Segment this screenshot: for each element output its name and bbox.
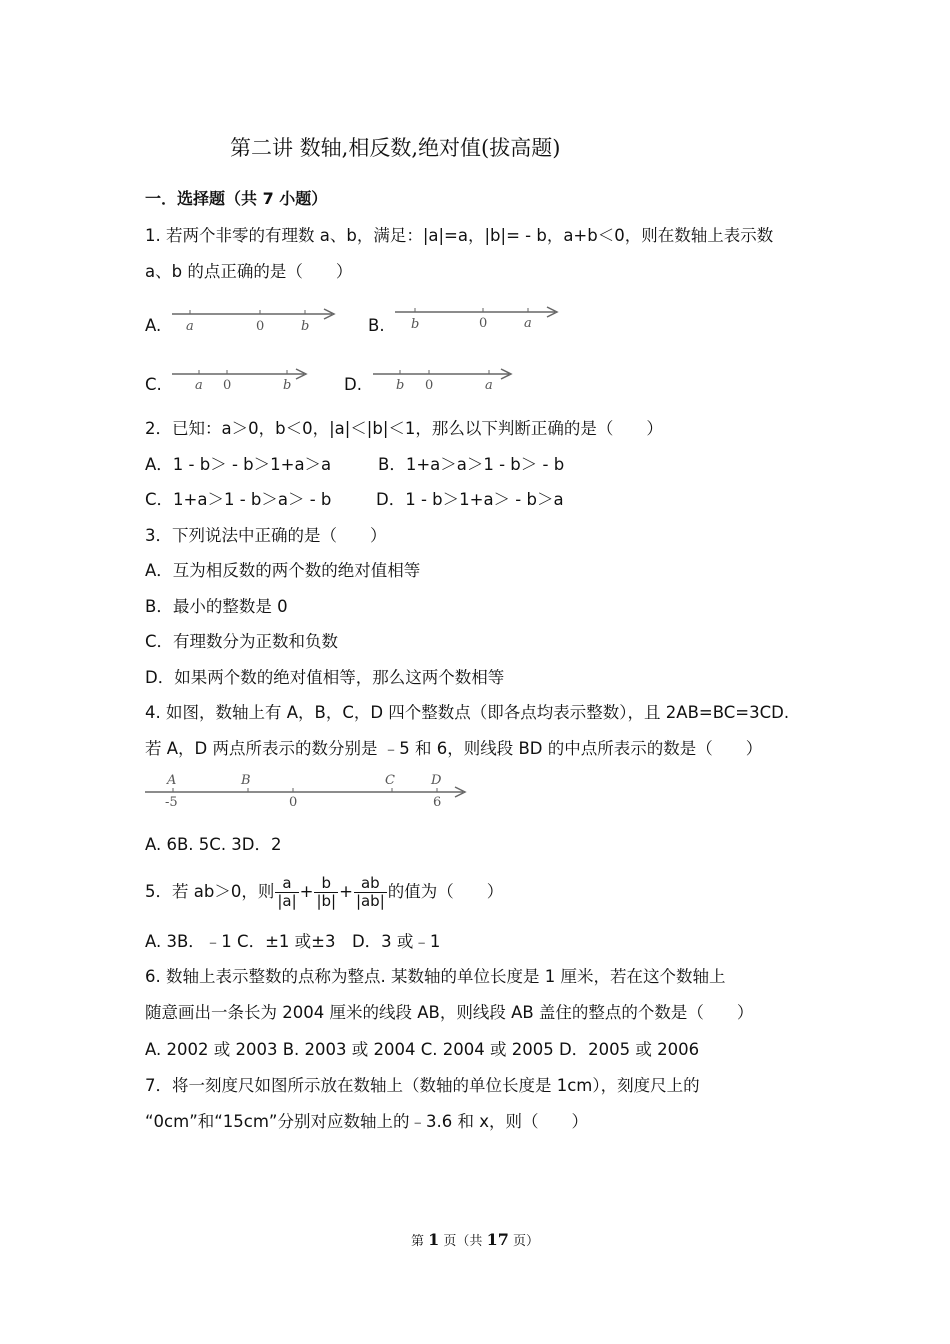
q3-option-b[interactable]: B．最小的整数是 0 [145,597,288,616]
q1a-tick-0: 0 [256,319,265,334]
q3-stem: 3．下列说法中正确的是（ ） [145,526,387,545]
footer-page-number: 1 [428,1230,440,1249]
q3-option-d[interactable]: D．如果两个数的绝对值相等，那么这两个数相等 [145,668,505,687]
q5-stem-prefix: 5．若 ab＞0，则 [145,882,275,901]
q1b-tick-0: 0 [479,316,488,331]
q1-stem-line2: a、b 的点正确的是（ ） [145,262,353,281]
q1d-tick-b: b [396,378,405,393]
q4-number-line [145,770,475,810]
q5-plus-2: + [339,882,353,901]
q4-point-a: A [167,773,177,788]
q6-options[interactable]: A. 2002 或 2003 B. 2003 或 2004 C. 2004 或 2005 D．2005 或 2006 [145,1040,700,1059]
q2-stem: 2．已知：a＞0，b＜0，|a|＜|b|＜1，那么以下判断正确的是（ ） [145,419,663,438]
q3-option-c[interactable]: C．有理数分为正数和负数 [145,632,339,651]
footer-total-pages: 17 [486,1230,509,1249]
q5-frac3-num: ab [354,875,387,893]
q4-number-6: 6 [433,795,442,810]
q5-options[interactable]: A. 3B．﹣1 C．±1 或±3 D．3 或﹣1 [145,932,441,951]
q5-fraction-a [275,875,298,910]
q3-option-a[interactable]: A．互为相反数的两个数的绝对值相等 [145,561,421,580]
q5-frac3-den: |ab| [355,892,385,910]
q1-option-a-number-line [172,305,342,335]
q6-stem-line1: 6. 数轴上表示整数的点称为整点. 某数轴的单位长度是 1 厘米，若在这个数轴上 [145,967,726,986]
q2-option-a[interactable]: A．1 - b＞ - b＞1+a＞a [145,455,332,474]
q5-plus-1: + [299,882,314,901]
q5-fraction-b [314,875,338,910]
q1c-tick-b: b [283,378,292,393]
q6-stem-line2: 随意画出一条长为 2004 厘米的线段 AB，则线段 AB 盖住的整点的个数是（ ） [145,1003,754,1022]
q1-option-a-label[interactable]: A. [145,316,162,335]
q4-number-neg5: -5 [165,795,178,810]
q5-stem-suffix: 的值为（ ） [387,882,504,901]
q1c-tick-0: 0 [223,378,232,393]
q1-option-d-number-line [373,365,518,395]
q1a-tick-b: b [301,319,310,334]
q7-stem-line1: 7．将一刻度尺如图所示放在数轴上（数轴的单位长度是 1cm），刻度尺上的 [145,1076,700,1095]
q1b-tick-b: b [411,317,420,332]
q4-point-d: D [431,773,442,788]
footer-prefix: 第 [411,1234,429,1249]
q1d-tick-0: 0 [425,378,434,393]
footer-suffix: 页） [508,1234,539,1249]
section-heading: 一．选择题（共 7 小题） [145,189,328,208]
q2-option-b[interactable]: B．1+a＞a＞1 - b＞ - b [378,455,565,474]
q2-option-c[interactable]: C．1+a＞1 - b＞a＞ - b [145,490,332,509]
q5-frac1-num: a [275,875,298,893]
q1-option-d-label[interactable]: D. [344,375,362,394]
page-title: 第二讲 数轴,相反数,绝对值(拔高题) [230,136,561,160]
q1-option-b-label[interactable]: B. [368,316,385,335]
q4-options[interactable]: A. 6B. 5C. 3D．2 [145,835,282,854]
q5-frac1-den: |a| [277,892,297,910]
q1d-tick-a: a [485,378,493,393]
page-footer [0,1230,950,1249]
q4-point-c: C [385,773,395,788]
q4-stem-line1: 4. 如图，数轴上有 A，B，C，D 四个整数点（即各点均表示整数），且 2AB=BC=3CD. [145,703,790,722]
q1-option-b-number-line [395,305,565,335]
q7-stem-line2: “0cm”和“15cm”分别对应数轴上的﹣3.6 和 x，则（ ） [145,1112,588,1131]
q5-stem [145,872,503,912]
q4-point-b: B [241,773,251,788]
q5-fraction-ab [354,875,387,910]
q1-option-c-number-line [172,365,312,395]
q5-frac2-den: |b| [316,892,337,910]
q1b-tick-a: a [524,316,532,331]
q1-option-c-label[interactable]: C. [145,375,162,394]
q4-number-0: 0 [289,795,298,810]
footer-middle: 页（共 [439,1234,487,1249]
q4-stem-line2: 若 A，D 两点所表示的数分别是 ﹣5 和 6，则线段 BD 的中点所表示的数是（ ） [145,739,763,758]
q1c-tick-a: a [195,378,203,393]
q2-option-d[interactable]: D．1 - b＞1+a＞ - b＞a [376,490,564,509]
q5-frac2-num: b [314,875,338,893]
q1-stem-line1: 1. 若两个非零的有理数 a、b，满足：|a|=a，|b|= - b，a+b＜0，则在数轴上表示数 [145,226,774,245]
q1a-tick-a: a [186,319,194,334]
